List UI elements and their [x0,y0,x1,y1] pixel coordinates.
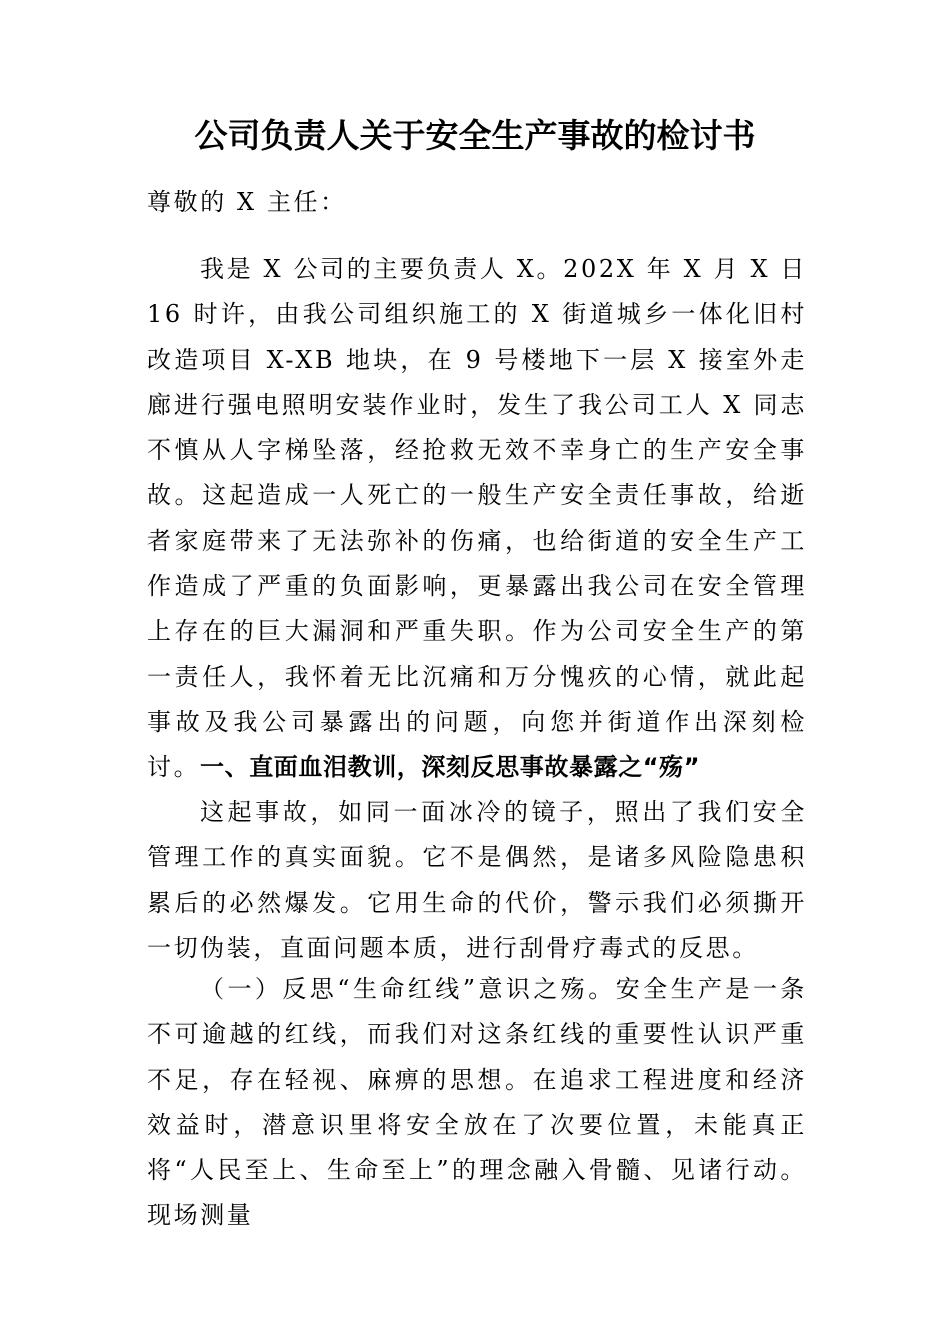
document-title: 公司负责人关于安全生产事故的检讨书 [194,116,756,155]
section-1-paragraph: 这起事故，如同一面冰冷的镜子，照出了我们安全管理工作的真实面貌。它不是偶然，是诸多风险隐患积累后的必然爆发。它用生命的代价，警示我们必须撕开一切伪装，直面问题本质，进行刮骨疗毒式的反思。 [147,798,807,962]
intro-paragraph: 我是 X 公司的主要负责人 X。202X 年 X 月 X 日 16 时许，由我公司组织施工的 X 街道城乡一体化旧村改造项目 X-XB 地块，在 9 号楼地下一层 X 接室外走廊进行强电照明安装作业时，发生了我公司工人 X 同志不慎从人字梯坠落，经抢救无效不幸身亡的生产安全事故。这起造成一人死亡的一般生产安全责任事故，给逝者家庭带来了无法弥补的伤痛，也给街道的安全生产工作造成了严重的负面影响，更暴露出我公司在安全管理上存在的巨大漏洞和严重失职。作为公司安全生产的第一责任人，我怀着无比沉痛和万分愧疚的心情，就此起事故及我公司暴露出的问题，向您并街道作出深刻检讨。 [147,255,807,782]
salutation: 尊敬的 X 主任： [147,188,347,216]
subsection-1-paragraph: （一）反思“生命红线”意识之殇。安全生产是一条不可逾越的红线，而我们对这条红线的重要性认识严重不足，存在轻视、麻痹的思想。在追求工程进度和经济效益时，潜意识里将安全放在了次要位置，未能真正将“人民至上、生命至上”的理念融入骨髓、见诸行动。现场测量 [147,975,807,1230]
section-heading-1: 一、直面血泪教训，深刻反思事故暴露之“殇” [200,753,701,781]
